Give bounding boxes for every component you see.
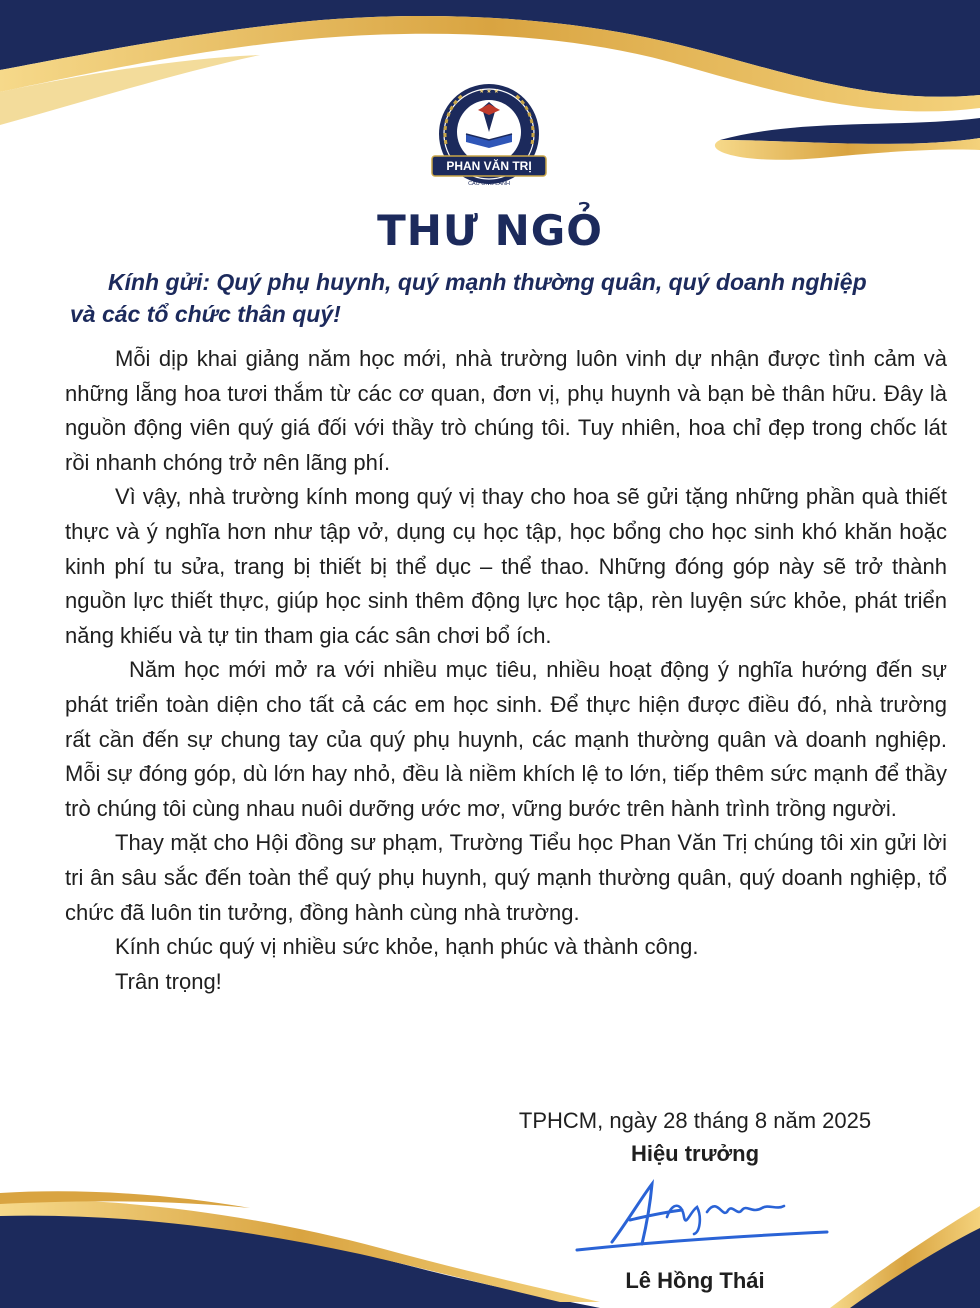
greeting-line-2: và các tổ chức thân quý! [70, 301, 341, 327]
greeting [70, 266, 940, 330]
paragraph-2: Vì vậy, nhà trường kính mong quý vị thay cho hoa sẽ gửi tặng những phần quà thiết thực và ý nghĩa hơn như tập vở, dụng cụ học tập, học bổng cho học sinh khó khăn hoặc kinh phí tu sửa, trang bị thiết bị thể dục – thể thao. Những đóng góp này sẽ trở thành nguồn lực thiết thực, giúp học sinh thêm động lực học tập, rèn luyện sức khỏe, phát triển năng khiếu và tự tin tham gia các sân chơi bổ ích. [65, 484, 947, 648]
logo-school-name: PHAN VĂN TRỊ [446, 159, 532, 173]
handwritten-signature [572, 1172, 842, 1262]
paragraph-3: Năm học mới mở ra với nhiều mục tiêu, nhiều hoạt động ý nghĩa hướng đến sự phát triển toàn diện cho tất cả các em học sinh. Để thực hiện được điều đó, nhà trường rất cần đến sự chung tay của quý phụ huynh, các mạnh thường quân và doanh nghiệp. Mỗi sự đóng góp, dù lớn hay nhỏ, đều là niềm khích lệ to lớn, tiếp thêm sức mạnh để thầy trò chúng tôi cùng nhau nuôi dưỡng ước mơ, vững bước trên hành trình trồng người. [65, 657, 947, 821]
greeting-line-1: Kính gửi: Quý phụ huynh, quý mạnh thường quân, quý doanh nghiệp [108, 269, 867, 295]
letter-title: THƯ NGỎ [377, 206, 603, 255]
signer-name: Lê Hồng Thái [625, 1268, 765, 1293]
paragraph-5: Kính chúc quý vị nhiều sức khỏe, hạnh phúc và thành công. [115, 934, 699, 960]
date-line: TPHCM, ngày 28 tháng 8 năm 2025 [518, 1108, 872, 1133]
letter-body [65, 342, 947, 999]
paragraph-4: Thay mặt cho Hội đồng sư phạm, Trường Tiểu học Phan Văn Trị chúng tôi xin gửi lời tri ân sâu sắc đến toàn thể quý phụ huynh, quý mạnh thường quân, quý doanh nghiệp, tổ chức đã luôn tin tưởng, đồng hành cùng nhà trường. [65, 830, 947, 925]
signer-title: Hiệu trưởng [630, 1141, 760, 1166]
school-logo [424, 82, 554, 192]
paragraph-1: Mỗi dịp khai giảng năm học mới, nhà trường luôn vinh dự nhận được tình cảm và những lẵng hoa tươi thắm từ các cơ quan, đơn vị, phụ huynh và bạn bè thân hữu. Đây là nguồn động viên quý giá đối với thầy trò chúng tôi. Tuy nhiên, hoa chỉ đẹp trong chốc lát rồi nhanh chóng trở nên lãng phí. [65, 346, 947, 475]
svg-text:★ ★ ★: ★ ★ ★ [479, 88, 499, 95]
closing: Trân trọng! [115, 968, 222, 994]
logo-school-subtitle: CẦU ÔNG LÃNH [468, 181, 510, 187]
